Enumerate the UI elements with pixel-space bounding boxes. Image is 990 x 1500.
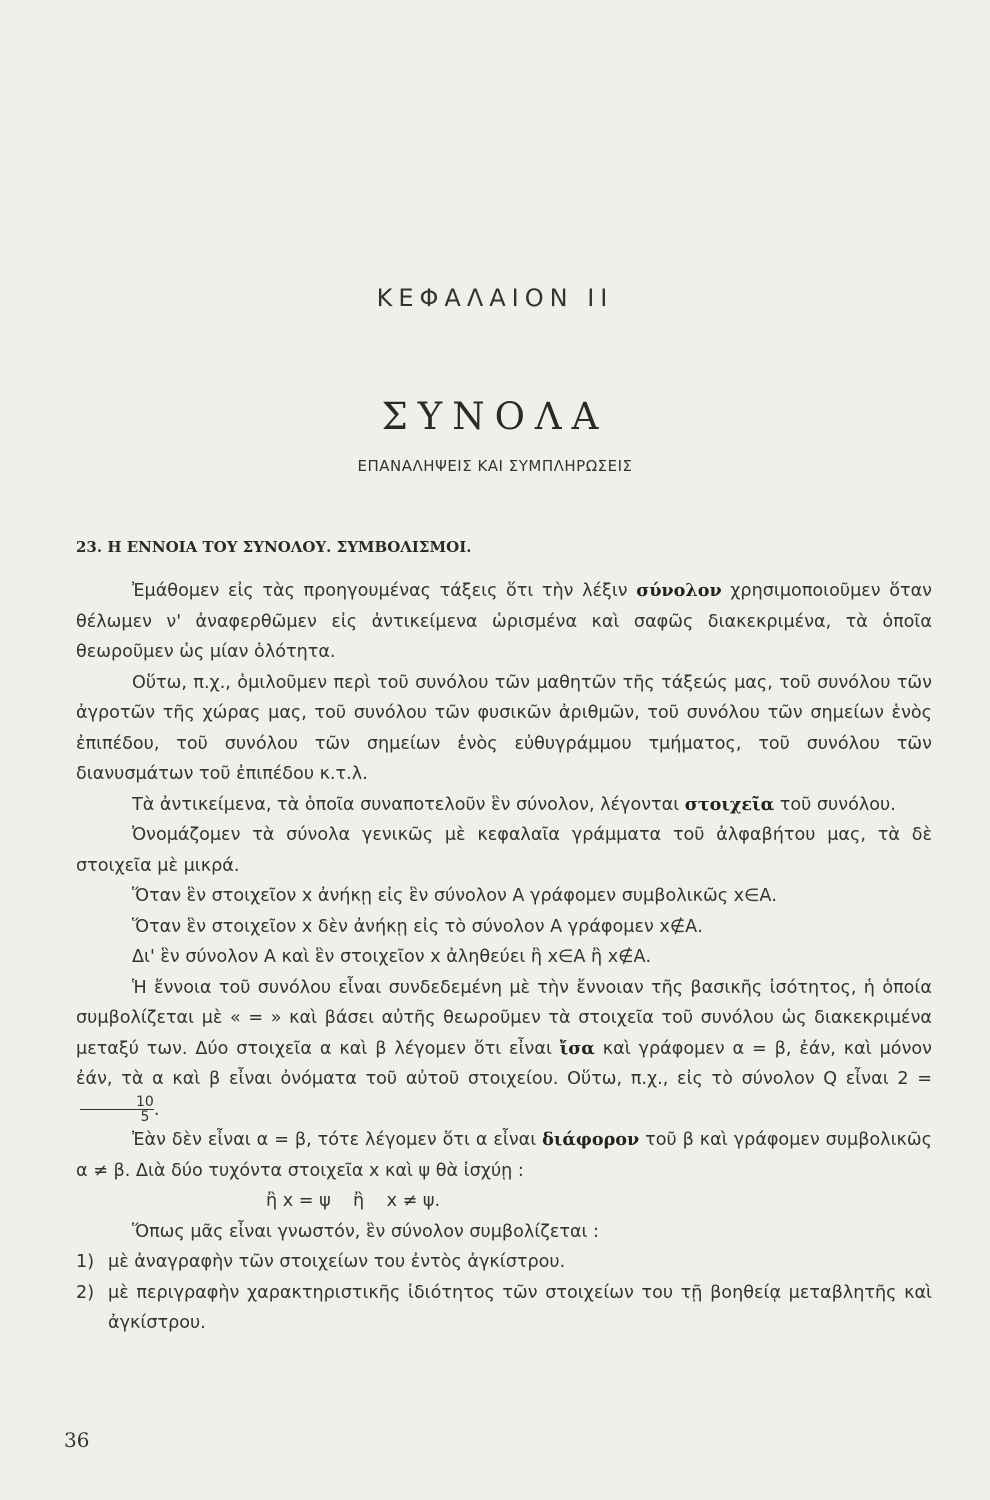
text: τοῦ β καὶ γράφομεν συμβολικῶς α ≠ β. Διὰ δύο τυχόντα στοιχεῖα x καὶ ψ θὰ ἰσχύῃ : (76, 1130, 932, 1181)
paragraph (76, 790, 932, 821)
paragraph: Ὅταν ἓν στοιχεῖον x δὲν ἀνήκῃ εἰς τὸ σύνολον Α γράφομεν x∉Α. (132, 916, 703, 937)
paragraph: Οὕτω, π.χ., ὁμιλοῦμεν περὶ τοῦ συνόλου τῶν μαθητῶν τῆς τάξεώς μας, τοῦ συνόλου τῶν ἀγροτῶν τῆς χώρας μας, τοῦ συνόλου τῶν φυσικῶν ἀριθμῶν, τοῦ συνόλου τῶν σημείων ἑνὸς ἐπιπέδου, τοῦ συνόλου τῶν σημείων ἑνὸς εὐθυγράμμου τμήματος, τοῦ συνόλου τῶν διανυσμάτων τοῦ ἐπιπέδου κ.τ.λ. (76, 672, 932, 784)
bold-term: σύνολον (636, 580, 722, 601)
fraction-denominator: 5 (80, 1109, 154, 1124)
chapter-title: ΣΥΝΟΛΑ (381, 395, 609, 438)
text: Ἡ ἔννοια τοῦ συνόλου εἶναι συνδεδεμένη μὲ τὴν ἔννοιαν τῆς βασικῆς ἰσότητος, ἡ ὁποία συμβολίζεται μὲ « = » καὶ βάσει αὐτῆς θεωροῦμεν τὰ στοιχεῖα τοῦ συνόλου ὡς διακεκριμένα μεταξύ των. Δύο στοιχεῖα α καὶ β λέγομεν ὅτι εἶναι (76, 977, 932, 1059)
paragraph: Ὅπως μᾶς εἶναι γνωστόν, ἓν σύνολον συμβολίζεται : (132, 1221, 600, 1242)
fraction (80, 1095, 154, 1124)
page-number: 36 (64, 1428, 90, 1452)
bold-term: διάφορον (542, 1129, 640, 1150)
bold-term: ἴσα (559, 1037, 595, 1059)
text: Ἐμάθομεν εἰς τὰς προηγουμένας τάξεις ὅτι τὴν λέξιν (132, 581, 637, 601)
section-heading: 23. Η ΕΝΝΟΙΑ ΤΟΥ ΣΥΝΟΛΟΥ. ΣΥΜΒΟΛΙΣΜΟΙ. (76, 538, 472, 556)
text: τοῦ συνόλου. (774, 794, 896, 815)
list-item (76, 1278, 932, 1339)
chapter-subtitle: ΕΠΑΝΑΛΗΨΕΙΣ ΚΑΙ ΣΥΜΠΛΗΡΩΣΕΙΣ (357, 457, 633, 475)
formula-line: ἢ x = ψ ἢ x ≠ ψ. (266, 1191, 441, 1211)
text: Ἐὰν δὲν εἶναι α = β, τότε λέγομεν ὅτι α εἶναι (132, 1130, 543, 1150)
paragraph (76, 1125, 932, 1186)
chapter-heading: ΚΕΦΑΛΑΙΟΝ ΙΙ (376, 284, 614, 312)
paragraph (76, 973, 932, 1126)
list-number: 2) (76, 1282, 95, 1303)
list-item (76, 1247, 932, 1278)
paragraph: Ὀνομάζομεν τὰ σύνολα γενικῶς μὲ κεφαλαῖα γράμματα τοῦ ἀλφαβήτου μας, τὰ δὲ στοιχεῖα μὲ μικρά. (76, 825, 932, 876)
list-text: μὲ περιγραφὴν χαρακτηριστικῆς ἰδιότητος τῶν στοιχείων του τῇ βοηθείᾳ μεταβλητῆς καὶ ἀγκίστρου. (108, 1282, 932, 1333)
paragraph (76, 576, 932, 668)
list-number: 1) (76, 1252, 95, 1272)
list-text: μὲ ἀναγραφὴν τῶν στοιχείων του ἐντὸς ἀγκίστρου. (108, 1252, 566, 1272)
paragraph: Δι' ἓν σύνολον Α καὶ ἓν στοιχεῖον x ἀληθεύει ἢ x∈Α ἢ x∉Α. (132, 947, 652, 967)
text: Τὰ ἀντικείμενα, τὰ ὁποῖα συναποτελοῦν ἓν σύνολον, λέγονται (132, 794, 685, 815)
body-text (76, 576, 932, 1339)
paragraph: Ὅταν ἓν στοιχεῖον x ἀνήκῃ εἰς ἓν σύνολον Α γράφομεν συμβολικῶς x∈Α. (132, 886, 777, 906)
bold-term: στοιχεῖα (684, 793, 775, 815)
text: χρησιμοποιοῦμεν ὅταν θέλωμεν ν' ἀναφερθῶμεν εἰς ἀντικείμενα ὡρισμένα καὶ σαφῶς διακεκριμένα, τὰ ὁποῖα θεωροῦμεν ὡς μίαν ὁλότητα. (76, 581, 932, 662)
fraction-numerator: 10 (136, 1094, 154, 1110)
text: καὶ γράφομεν α = β, ἐάν, καὶ μόνον ἐάν, τὰ α καὶ β εἶναι ὀνόματα τοῦ αὐτοῦ στοιχείου. Οὕτω, π.χ., εἰς τὸ σύνολον Q εἶναι 2 = (76, 1038, 932, 1089)
text: . (153, 1099, 160, 1120)
